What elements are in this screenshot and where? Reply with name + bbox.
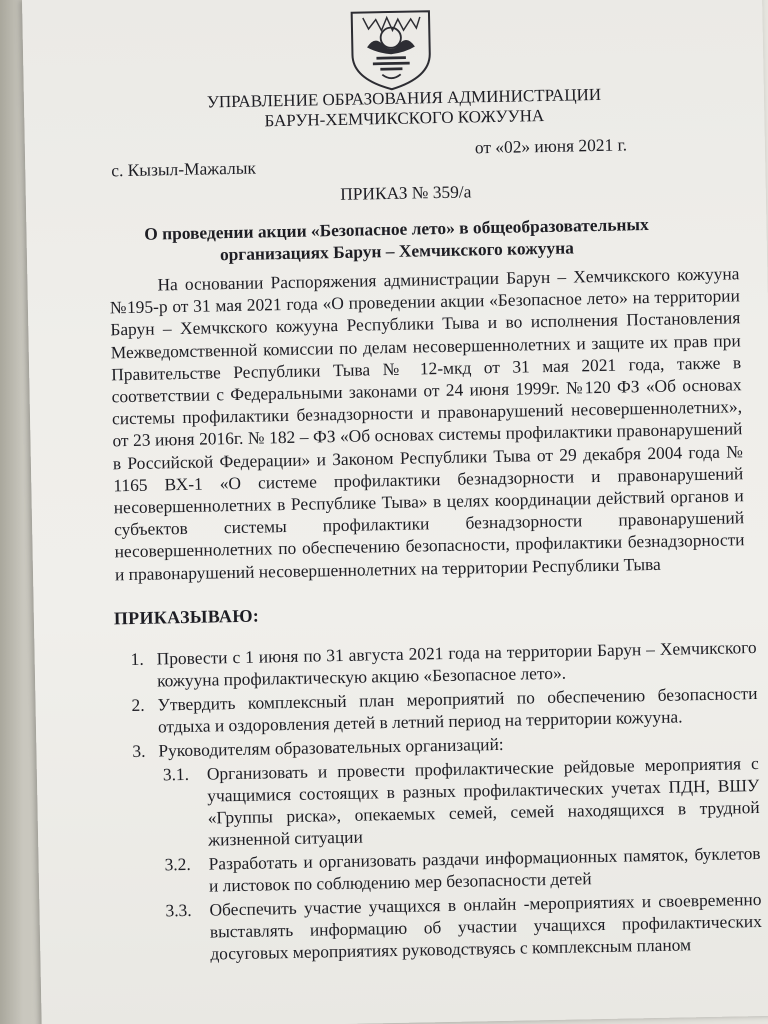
- item-text: Утвердить комплексный план мероприятий по обеспечению безопасности отдыха и оздоровления детей в летний период на территории кожууна.: [157, 683, 758, 737]
- item-number: 1.: [130, 648, 144, 670]
- organization-header: [144, 84, 665, 134]
- order-title: ПРИКАЗ № 359/а: [340, 181, 472, 204]
- sub-item-number: 3.1.: [162, 763, 190, 785]
- preamble: [109, 262, 745, 585]
- item-text: Провести с 1 июня по 31 августа 2021 года на территории Барун – Хемчикского кожууна профилактическую акцию «Безопасное лето».: [156, 637, 757, 691]
- sub-item-text: Обеспечить участие учащихся в онлайн -мероприятиях и своевременно выставлять информацию об участии учащихся профилактических досуговых мероприятиях руководствуясь с комплексным планом: [209, 888, 763, 964]
- preamble-text: На основании Распоряжения администрации Барун – Хемчикского кожууна №195-р от 31 мая 2021 года «О проведении акции «Безопасное лето» на территории Барун – Хемчкского кожууна Республики Тыва и во исполнения Постановления Межведомственной комиссии по делам несовершеннолетних и защите их прав при Правительстве Республики Тыва № 12-мкд от 31 мая 2021 года, также в соответствии с Федеральными законами от 24 июня 1999г. №120 ФЗ «Об основах системы профилактики безнадзорности и правонарушений несовершеннолетних», от 23 июня 2016г. № 182 – ФЗ «Об основах системы профилактики правонарушений в Российской Федерации» и Законом Республики Тыва от 29 декабря 2004 года № 1165 ВХ-1 «О системе профилактики безнадзорности и правонарушений несовершеннолетних в Республике Тыва» в целях координации действий органов и субъектов системы профилактики безнадзорности правонарушений несовершеннолетних по обеспечению безопасности, профилактики безнадзорности и правонарушений несовершеннолетних на территории Республики Тыва: [109, 263, 745, 584]
- document: [22, 0, 768, 1024]
- coat-of-arms-emblem-icon: [344, 0, 438, 94]
- sub-item: [133, 752, 761, 852]
- sub-item-text: Организовать и провести профилактические рейдовые мероприятия с учащимися состоящих в разных профилактических учетах ПДН, ВШУ «Группы риска», опекаемых семей, семей находящихся в трудной жизненной ситуации: [206, 752, 760, 850]
- subject-line-2: организациях Барун – Хемчикского кожууна: [219, 237, 575, 265]
- document-date: от «02» июня 2021 г.: [474, 134, 628, 158]
- item-number: 2.: [131, 694, 145, 716]
- org-line-2: БАРУН-ХЕМЧИКСКОГО КОЖУУНА: [264, 105, 545, 131]
- order-items: [130, 636, 762, 968]
- sub-item-number: 3.3.: [165, 899, 192, 921]
- document-place: с. Кызыл-Мажалык: [111, 157, 257, 181]
- subject-line-1: О проведении акции «Безопасное лето» в общеобразовательных: [144, 214, 649, 244]
- order-subject: [136, 213, 657, 267]
- item-text: Руководителям образовательных организаций:: [158, 733, 504, 761]
- sub-item: [135, 888, 762, 966]
- org-line-1: УПРАВЛЕНИЕ ОБРАЗОВАНИЯ АДМИНИСТРАЦИИ: [206, 84, 602, 112]
- order-heading: ПРИКАЗЫВАЮ:: [113, 605, 260, 629]
- item-number: 3.: [132, 740, 146, 762]
- document-sheet: [22, 0, 768, 1024]
- sub-item-text: Разработать и организовать раздачи информационных памяток, буклетов и листовок по соблюдению мер безопасности детей: [208, 842, 761, 896]
- sub-item-number: 3.2.: [164, 853, 191, 875]
